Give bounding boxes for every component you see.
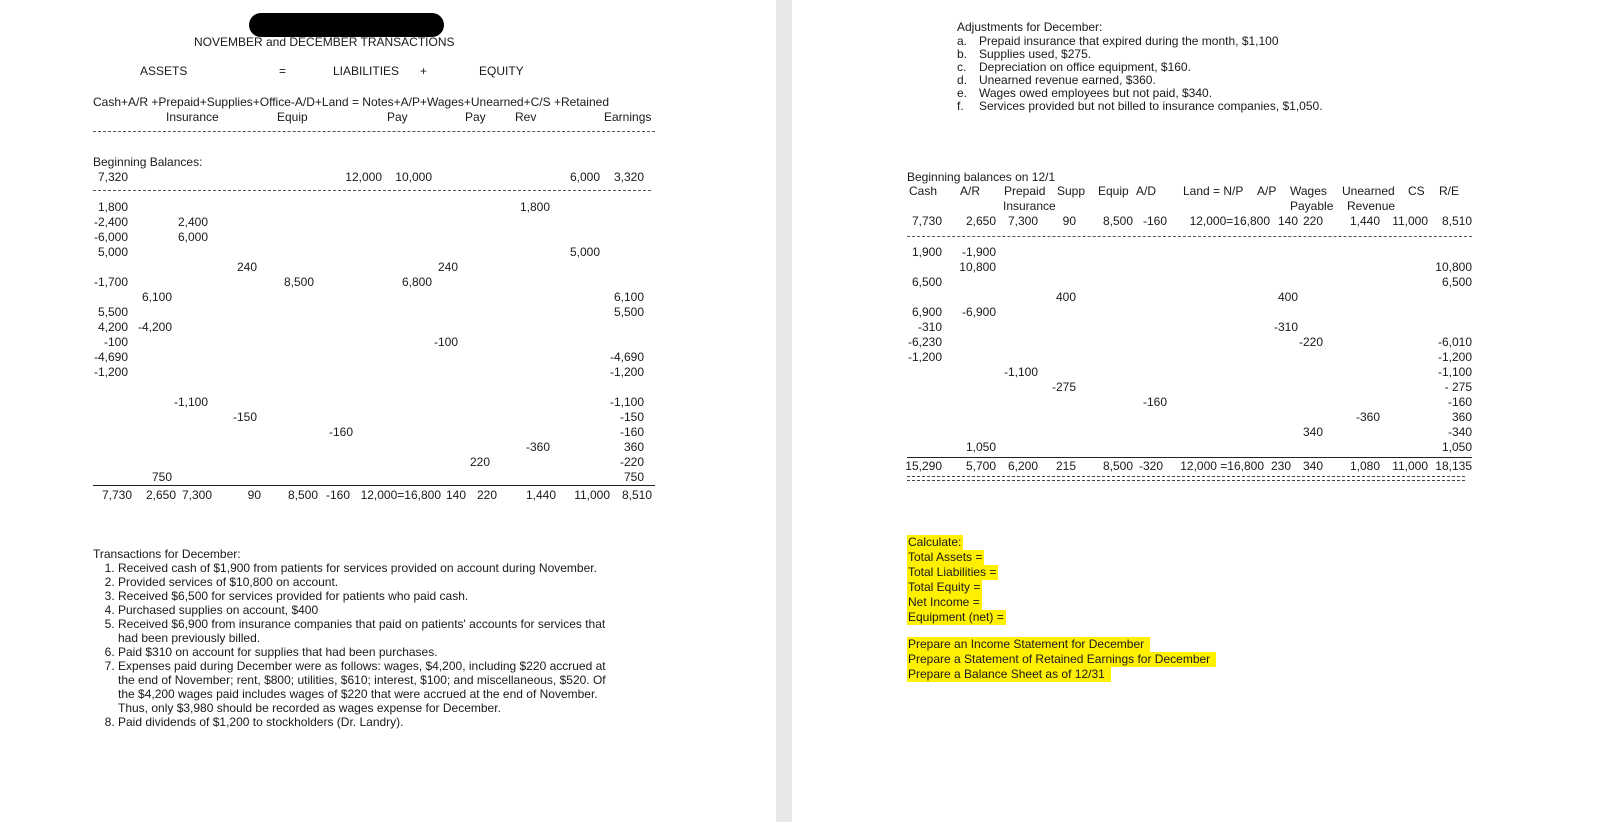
total-prepaid: 7,300 [181, 488, 212, 502]
sub-label-notes-pay: Pay [387, 110, 408, 124]
beginning-cs: 6,000 [569, 170, 600, 184]
adjustment-text: Prepaid insurance that expired during the month, $1,100 [979, 34, 1279, 48]
ledger-cell-re: -160 [1447, 395, 1472, 409]
ledger-cell-ap: -310 [1273, 320, 1298, 334]
ledger-cell-notes: 6,800 [401, 275, 432, 289]
column-header-ad: A/D [1136, 184, 1157, 198]
total-land_notes: 12,000=16,800 [360, 488, 441, 502]
divider [93, 131, 655, 133]
ledger-cell-ap: -100 [433, 335, 458, 349]
ledger-cell-re: -6,010 [1437, 335, 1472, 349]
calculate-item: Equipment (net) = [908, 610, 1004, 624]
ledger-cell-cash: 6,500 [911, 275, 942, 289]
adjustment-text: Services provided but not billed to insurance companies, $1,050. [979, 99, 1323, 113]
total-ad: -320 [1138, 459, 1163, 473]
ledger-cell-cash: -1,700 [93, 275, 128, 289]
sub-label-insurance: Insurance [166, 110, 219, 124]
transaction-item: 7. Expenses paid during December were as follows: wages, $4,200, including $220 accrued at the end of November; rent, $800; utilities, $610; interest, $100; and miscellaneous, $520. Of the $4,200 wages paid includes wages of $220 that were accrued at the end of November. Thus, only $3,980 should be recorded as wages expense for December. [118, 659, 623, 715]
column-header-cs: CS [1408, 184, 1425, 198]
beginning-balances-label: Beginning balances on 12/1 [907, 170, 1056, 184]
ledger-cell-ar: -4,200 [137, 320, 172, 334]
beginning-ad: -160 [1142, 214, 1167, 228]
ledger-cell-supp: 400 [1055, 290, 1076, 304]
prepare-item: Prepare a Statement of Retained Earnings for December [907, 652, 1216, 667]
sub-label-wages-pay: Pay [465, 110, 486, 124]
ledger-cell-unearned: -360 [1355, 410, 1380, 424]
ledger-cell-ap: 240 [437, 260, 458, 274]
ledger-cell-wages: 220 [469, 455, 490, 469]
ledger-cell-cash: 1,800 [97, 200, 128, 214]
plus-sign: + [420, 64, 428, 78]
ledger-cell-supp: -275 [1051, 380, 1076, 394]
redacted-name [249, 13, 444, 37]
total-ap: 140 [445, 488, 466, 502]
total-unearned: 1,440 [525, 488, 556, 502]
beginning-land: 12,000 [345, 170, 382, 184]
ledger-cell-re: -4,690 [609, 350, 644, 364]
column-header-ar: A/R [960, 184, 981, 198]
ledger-cell-cash: -2,400 [93, 215, 128, 229]
ledger-cell-re: -1,200 [609, 365, 644, 379]
ledger-cell-ar: -1,900 [961, 245, 996, 259]
ledger-cell-unearned: -360 [525, 440, 550, 454]
total-ad: -160 [325, 488, 350, 502]
adjustment-letter: f. [957, 99, 964, 113]
column-header-land_np: Land = N/P [1183, 184, 1244, 198]
ledger-cell-supplies: 240 [236, 260, 257, 274]
transaction-item: 5. Received $6,900 from insurance companies that paid on patients' accounts for services that had been previously billed. [118, 617, 623, 645]
ledger-cell-wages: 340 [1302, 425, 1323, 439]
ledger-cell-re: 6,100 [613, 290, 644, 304]
total-ar: 5,700 [965, 459, 996, 473]
ledger-cell-re: -1,100 [609, 395, 644, 409]
transactions-list [83, 561, 623, 729]
total-ar: 2,650 [145, 488, 176, 502]
ledger-cell-cash: -6,230 [907, 335, 942, 349]
total-equip: 8,500 [287, 488, 318, 502]
ledger-cell-re: 360 [623, 440, 644, 454]
column-header-supp: Supp [1057, 184, 1086, 198]
ledger-cell-cash: -4,690 [93, 350, 128, 364]
divider [907, 236, 1472, 238]
total-land_np: 12,000 =16,800 [1180, 459, 1264, 473]
total-supplies: 90 [247, 488, 261, 502]
calculate-item: Calculate: [908, 535, 962, 549]
column-header-prepaid: Prepaid [1004, 184, 1046, 198]
total-re: 8,510 [621, 488, 652, 502]
ledger-cell-re: -1,200 [1437, 350, 1472, 364]
equals-sign: = [279, 64, 287, 78]
ledger-cell-ar: 750 [151, 470, 172, 484]
beginning-re: 8,510 [1441, 214, 1472, 228]
column-header-line: Cash+A/R +Prepaid+Supplies+Office-A/D+Land = Notes+A/P+Wages+Unearned+C/S +Retained [93, 95, 609, 109]
transaction-item: 3. Received $6,500 for services provided for patients who paid cash. [118, 589, 623, 603]
total-ap: 230 [1270, 459, 1291, 473]
total-wages: 340 [1302, 459, 1323, 473]
ledger-cell-re: -340 [1447, 425, 1472, 439]
calculate-item: Total Equity = [908, 580, 981, 594]
adjustment-letter: a. [957, 34, 968, 48]
ledger-cell-ar: 1,050 [965, 440, 996, 454]
total-equip: 8,500 [1102, 459, 1133, 473]
transaction-item: 1. Received cash of $1,900 from patients for services provided on account during November. [118, 561, 623, 575]
beginning-cash: 7,320 [97, 170, 128, 184]
transaction-item: 8. Paid dividends of $1,200 to stockholders (Dr. Landry). [118, 715, 623, 729]
calculate-item: Total Liabilities = [908, 565, 997, 579]
ledger-cell-ad: -160 [328, 425, 353, 439]
liabilities-label: LIABILITIES [333, 64, 400, 78]
assets-label: ASSETS [140, 64, 188, 78]
ledger-cell-cash: 6,900 [911, 305, 942, 319]
adjustment-letter: c. [957, 60, 967, 74]
beginning-equip: 8,500 [1102, 214, 1133, 228]
page-gutter [776, 0, 792, 822]
adjustment-letter: b. [957, 47, 968, 61]
column-header-wages: Wages [1290, 184, 1327, 198]
total-cash: 7,730 [101, 488, 132, 502]
total-cs: 11,000 [574, 488, 610, 502]
ledger-cell-re: 10,800 [1435, 260, 1472, 274]
transactions-title: Transactions for December: [93, 547, 241, 561]
beginning-balances-label: Beginning Balances: [93, 155, 203, 169]
ledger-cell-prepaid: -1,100 [173, 395, 208, 409]
total-prepaid: 6,200 [1007, 459, 1038, 473]
prepare-item: Prepare an Income Statement for December [907, 637, 1150, 652]
ledger-cell-ar: 6,100 [141, 290, 172, 304]
column-header-unearned: Unearned [1342, 184, 1395, 198]
sub-label-earnings: Earnings [604, 110, 652, 124]
ledger-cell-re: 6,500 [1441, 275, 1472, 289]
ledger-cell-cash: 5,000 [97, 245, 128, 259]
transaction-item: 2. Provided services of $10,800 on account. [118, 575, 623, 589]
total-cash: 15,290 [905, 459, 942, 473]
sub-label-equip: Equip [277, 110, 308, 124]
beginning-notes: 10,000 [395, 170, 432, 184]
total-unearned: 1,080 [1349, 459, 1380, 473]
adjustment-item [957, 100, 1323, 113]
ledger-cell-prepaid: 6,000 [177, 230, 208, 244]
total-supp: 215 [1055, 459, 1076, 473]
ledger-cell-re: -1,100 [1437, 365, 1472, 379]
ledger-cell-prepaid: 2,400 [177, 215, 208, 229]
total-rule [907, 457, 1472, 458]
column-header-equip: Equip [1098, 184, 1129, 198]
ledger-cell-re: 5,500 [613, 305, 644, 319]
divider [93, 190, 651, 192]
adjustments-list [957, 35, 1323, 113]
ledger-cell-re: 360 [1451, 410, 1472, 424]
adjustments-title: Adjustments for December: [957, 20, 1103, 34]
calculate-item: Net Income = [908, 595, 980, 609]
sub-header-revenue: Revenue [1347, 199, 1396, 213]
ledger-cell-supplies: -150 [232, 410, 257, 424]
beginning-ap: 140 [1277, 214, 1298, 228]
ledger-cell-re: - 275 [1444, 380, 1472, 394]
beginning-cash: 7,730 [911, 214, 942, 228]
calculate-item: Total Assets = [908, 550, 983, 564]
ledger-cell-cash: -100 [103, 335, 128, 349]
beginning-cs: 11,000 [1392, 214, 1428, 228]
sub-label-rev: Rev [515, 110, 537, 124]
beginning-prepaid: 7,300 [1007, 214, 1038, 228]
adjustment-text: Depreciation on office equipment, $160. [979, 60, 1191, 74]
column-header-cash: Cash [909, 184, 938, 198]
total-cs: 11,000 [1392, 459, 1428, 473]
adjustment-text: Supplies used, $275. [979, 47, 1092, 61]
beginning-land_np: 12,000=16,800 [1189, 214, 1270, 228]
ledger-cell-cash: 4,200 [97, 320, 128, 334]
ledger-cell-prepaid: -1,100 [1003, 365, 1038, 379]
beginning-unearned: 1,440 [1349, 214, 1380, 228]
ledger-cell-cash: -1,200 [93, 365, 128, 379]
total-rule [93, 485, 655, 486]
ledger-cell-ar: 10,800 [959, 260, 996, 274]
transaction-item: 6. Paid $310 on account for supplies that had been purchases. [118, 645, 623, 659]
adjustment-letter: d. [957, 73, 968, 87]
ledger-cell-ad: -160 [1142, 395, 1167, 409]
ledger-cell-re: -160 [619, 425, 644, 439]
ledger-cell-cash: -6,000 [93, 230, 128, 244]
ledger-cell-cash: 5,500 [97, 305, 128, 319]
ledger-cell-wages: -220 [1298, 335, 1323, 349]
sub-header-insurance: Insurance [1003, 199, 1056, 213]
equity-label: EQUITY [479, 64, 524, 78]
beginning-supp: 90 [1062, 214, 1076, 228]
page-title: NOVEMBER and DECEMBER TRANSACTIONS [194, 35, 455, 49]
column-header-re: R/E [1439, 184, 1460, 198]
ledger-cell-ap: 400 [1277, 290, 1298, 304]
adjustment-letter: e. [957, 86, 968, 100]
ledger-cell-cash: -310 [917, 320, 942, 334]
beginning-re: 3,320 [613, 170, 644, 184]
ledger-cell-cs: 5,000 [569, 245, 600, 259]
prepare-item: Prepare a Balance Sheet as of 12/31 [907, 667, 1111, 682]
beginning-ar: 2,650 [965, 214, 996, 228]
double-rule [907, 476, 1465, 481]
ledger-cell-cash: 1,900 [911, 245, 942, 259]
ledger-cell-ar: -6,900 [961, 305, 996, 319]
transaction-item: 4. Purchased supplies on account, $400 [118, 603, 623, 617]
ledger-cell-equip: 8,500 [283, 275, 314, 289]
ledger-cell-re: -220 [619, 455, 644, 469]
beginning-wages: 220 [1302, 214, 1323, 228]
ledger-cell-re: 1,050 [1441, 440, 1472, 454]
adjustment-text: Unearned revenue earned, $360. [979, 73, 1156, 87]
total-re: 18,135 [1435, 459, 1472, 473]
total-wages: 220 [476, 488, 497, 502]
adjustment-text: Wages owed employees but not paid, $340. [979, 86, 1213, 100]
ledger-cell-re: 750 [623, 470, 644, 484]
column-header-ap: A/P [1257, 184, 1277, 198]
ledger-cell-unearned: 1,800 [519, 200, 550, 214]
ledger-cell-re: -150 [619, 410, 644, 424]
ledger-cell-cash: -1,200 [907, 350, 942, 364]
sub-header-payable: Payable [1290, 199, 1334, 213]
